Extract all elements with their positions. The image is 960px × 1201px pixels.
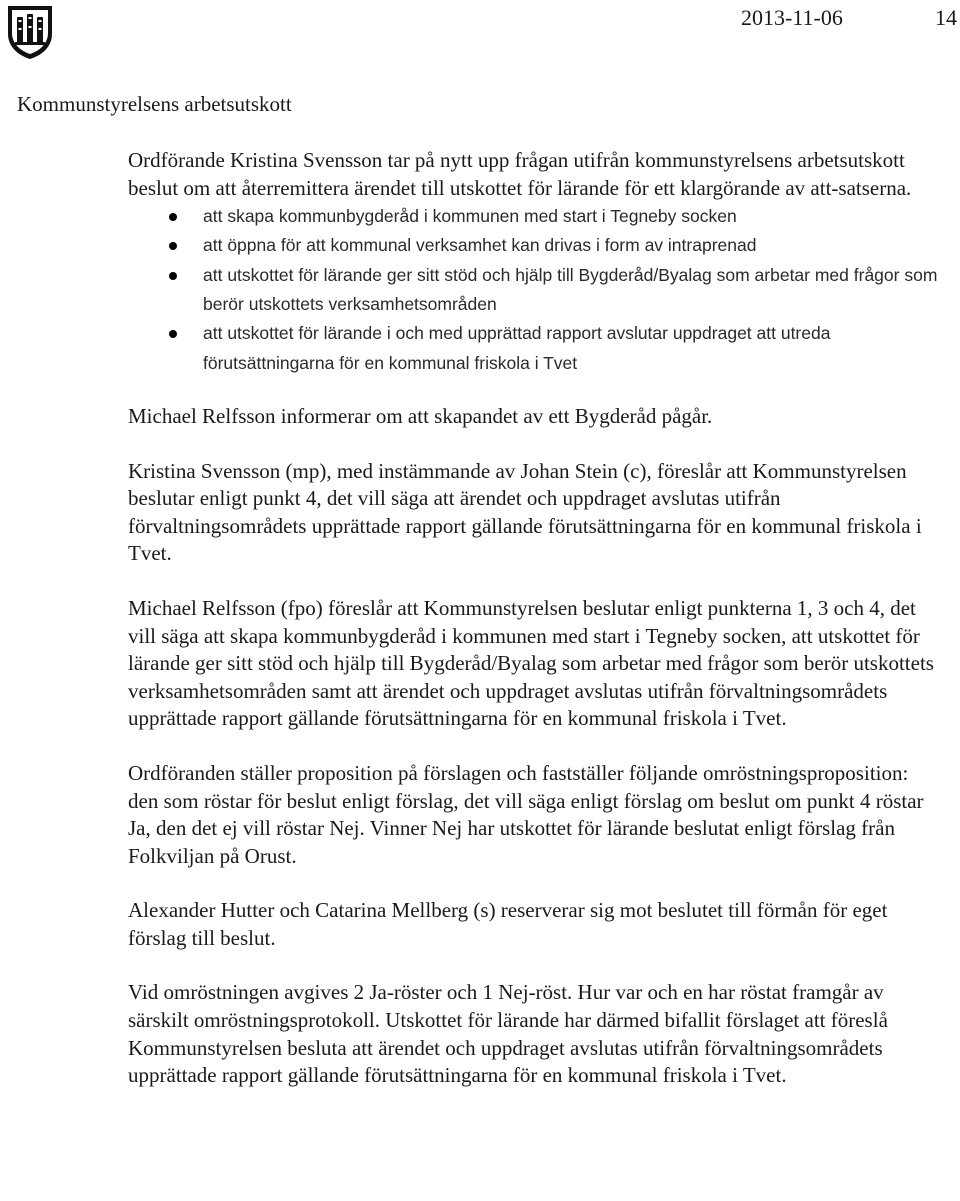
- list-item-text: att utskottet för lärande i och med upprättad rapport avslutar uppdraget att utreda förutsättningarna för en kommunal friskola i Tvet: [203, 323, 831, 373]
- list-item: [203, 202, 938, 231]
- document-date: 2013-11-06: [741, 5, 843, 30]
- bullet-icon: [169, 330, 177, 338]
- intro-paragraph: Ordförande Kristina Svensson tar på nytt upp frågan utifrån kommunstyrelsens arbetsutskott beslut om att återremittera ärendet till utskottet för lärande för ett klargörande av att-satserna.: [128, 148, 912, 200]
- bullet-icon: [169, 213, 177, 221]
- page-number: 14: [935, 5, 957, 30]
- list-item-text: att skapa kommunbygderåd i kommunen med start i Tegneby socken: [203, 206, 737, 227]
- bullet-icon: [169, 242, 177, 250]
- reservation-paragraph: Alexander Hutter och Catarina Mellberg (s) reserverar sig mot beslutet till förmån för eget förslag till beslut.: [128, 898, 888, 950]
- vote-result-paragraph: Vid omröstningen avgives 2 Ja-röster och 1 Nej-röst. Hur var och en har röstat framgår av särskilt omröstningsprotokoll. Utskottet för lärande har därmed bifallit förslaget att föreslå Kommunstyrelsen besluta att ärendet och uppdraget avslutas utifrån förvaltningsområdets upprättade rapport gällande förutsättningarna för en kommunal friskola i Tvet.: [128, 980, 888, 1088]
- proposition-paragraph: Ordföranden ställer proposition på förslagen och fastställer följande omröstningsproposition: den som röstar för beslut enligt förslag, det vill säga enligt förslag om beslut om punkt 4 röstar Ja, den det ej vill röstar Nej. Vinner Nej har utskottet för lärande beslutat enligt förslag från Folkviljan på Orust.: [128, 760, 924, 868]
- list-item-text: att öppna för att kommunal verksamhet kan drivas i form av intraprenad: [203, 235, 757, 256]
- bullet-icon: [169, 272, 177, 280]
- proposal-paragraph-svensson: Kristina Svensson (mp), med instämmande av Johan Stein (c), föreslår att Kommunstyrelsen beslutar enligt punkt 4, det vill säga att ärendet och uppdraget avslutas utifrån förvaltningsområdets upprättade rapport gällande förutsättningarna för en kommunal friskola i Tvet.: [128, 458, 922, 566]
- section-title: Kommunstyrelsens arbetsutskott: [17, 92, 292, 116]
- list-item: [203, 231, 938, 260]
- list-item-text: att utskottet för lärande ger sitt stöd och hjälp till Bygderåd/Byalag som arbetar med frågor som berör utskottets verksamhetsområden: [203, 264, 938, 315]
- document-body: [128, 147, 938, 1090]
- list-item: [203, 261, 938, 320]
- info-paragraph: Michael Relfsson informerar om att skapandet av ett Bygderåd pågår.: [128, 403, 713, 428]
- proposal-paragraph-relfsson: Michael Relfsson (fpo) föreslår att Kommunstyrelsen beslutar enligt punkterna 1, 3 och 4, det vill säga att skapa kommunbygderåd i kommunen med start i Tegneby socken, att utskottet för lärande ger sitt stöd och hjälp till Bygderåd/Byalag som arbetar med frågor som berör utskottets verksamhetsområden samt att ärendet och uppdraget avslutas utifrån förvaltningsområdets upprättade rapport gällande förutsättningarna för en kommunal friskola i Tvet.: [128, 595, 934, 731]
- att-clause-list: [128, 202, 938, 378]
- coat-of-arms-logo-icon: [6, 4, 54, 60]
- list-item: [203, 319, 938, 378]
